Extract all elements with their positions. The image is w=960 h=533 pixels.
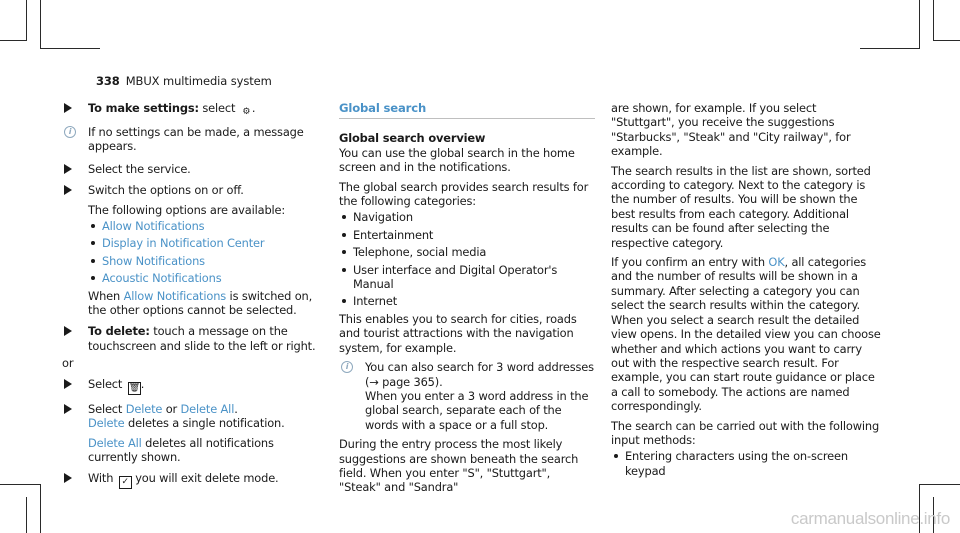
crop-mark: [0, 40, 26, 41]
step-text: Select: [88, 376, 123, 391]
list-item: Acoustic Notifications: [88, 271, 324, 285]
paragraph: The global search provides search results for the following categories:: [339, 179, 589, 209]
step-text: touch a message on the touchscreen and slide to the left or right.: [88, 324, 316, 353]
link-text: Delete All: [88, 435, 142, 450]
trash-icon: 🗑: [128, 382, 141, 393]
list-item: User interface and Digital Operator's Manual: [339, 263, 595, 292]
step-exit-delete: [62, 471, 324, 489]
list-item: Entertainment: [339, 228, 595, 242]
page-header: [96, 74, 272, 88]
column-1: [62, 101, 324, 496]
crop-mark: [860, 48, 920, 49]
text: .: [234, 401, 238, 416]
step-arrow-icon: [64, 103, 72, 113]
text: or: [162, 401, 181, 416]
link-text: Delete: [125, 401, 163, 416]
text: deletes all notifications currently shown.: [88, 435, 274, 464]
gear-icon: ⚙: [242, 107, 251, 117]
or-text: or: [62, 356, 74, 371]
methods-list: [611, 449, 883, 478]
list-item: Telephone, social media: [339, 245, 595, 259]
text: If you confirm an entry with: [611, 255, 769, 270]
step-text: Select the service.: [88, 161, 191, 176]
link-text: Delete All: [180, 401, 235, 416]
info-icon: i: [64, 126, 76, 138]
text: is switched on, the other options cannot be selected.: [88, 288, 313, 318]
paragraph: are shown, for example. If you select "Stuttgart", you receive the suggestions "Starbucks", "Steak" and "City railway", for example.: [611, 101, 851, 159]
step-select-delete: [62, 402, 324, 465]
step-text: select: [198, 101, 236, 115]
list-item: Show Notifications: [88, 254, 324, 268]
delete-all-desc: [88, 436, 324, 465]
paragraph: The search results in the list are shown, sorted according to category. Next to the category is the number of results. You will be shown the best results from each category. Additional results can be found after selecting the respective category.: [611, 163, 871, 250]
watermark: carmanualsonline.info: [790, 509, 950, 528]
crop-mark: [0, 484, 40, 485]
step-text: Switch the options on or off.: [88, 183, 244, 198]
list-item: Internet: [339, 294, 595, 308]
page-header-title: MBUX multimedia system: [125, 74, 272, 88]
crop-mark: [26, 0, 27, 41]
note-text: If no settings can be made, a message appears.: [88, 125, 304, 154]
text: , all categories and the number of results will be shown in a summary. After selecting a category you can select the search results within the category. When you select a search result the detailed view opens. In the detailed view you can choose whether and which actions you want to carry out with the respective search result. For example, you can start route guidance or place a call to somebody. The actions are named correspondingly.: [611, 255, 881, 414]
step-text: .: [140, 376, 145, 391]
info-icon: i: [341, 361, 353, 373]
paragraph: This enables you to search for cities, roads and tourist attractions with the navigation system, for example.: [339, 311, 577, 355]
crop-mark: [40, 484, 41, 533]
text: Select: [88, 401, 126, 416]
step-label: To make settings:: [88, 101, 199, 115]
options-intro: The following options are available:: [88, 202, 286, 217]
note-text: You can also search for 3 word addresses (→ page 365).: [365, 360, 594, 389]
crop-mark: [933, 40, 960, 41]
options-list: [88, 219, 324, 286]
link-text: Allow Notifications: [123, 288, 227, 303]
link-text: Delete: [88, 416, 125, 431]
step-text: .: [251, 101, 256, 115]
checkbox-icon: ✓: [119, 476, 132, 489]
step-arrow-icon: [64, 404, 72, 414]
list-item: Display in Notification Center: [88, 236, 324, 250]
list-item: Entering characters using the on-screen keypad: [611, 449, 883, 478]
categories-list: [339, 210, 595, 308]
step-select-service: [62, 162, 324, 176]
options-note: [88, 289, 324, 318]
paragraph: [611, 255, 883, 413]
crop-mark: [40, 48, 100, 49]
column-3: [611, 101, 883, 481]
list-item: Navigation: [339, 210, 595, 224]
paragraph: The search can be carried out with the following input methods:: [611, 418, 880, 447]
info-note: [339, 360, 595, 432]
crop-mark: [919, 0, 920, 48]
crop-mark: [40, 0, 41, 48]
step-arrow-icon: [64, 326, 72, 336]
step-text: [88, 402, 324, 416]
link-text: OK: [768, 255, 785, 270]
note-text: When you enter a 3 word address in the global search, separate each of the words with a space or a full stop.: [365, 388, 589, 432]
column-2: [339, 101, 595, 495]
step-text: you will exit delete mode.: [131, 471, 279, 486]
text: When: [88, 288, 124, 303]
page-number: 338: [96, 74, 120, 88]
text: deletes a single notification.: [124, 416, 285, 431]
step-arrow-icon: [64, 164, 72, 174]
paragraph: During the entry process the most likely suggestions are shown beneath the search field. When you enter "S", "Stuttgart", "Steak" and "Sandra": [339, 437, 579, 495]
crop-mark: [933, 0, 934, 41]
info-note: [62, 125, 324, 154]
crop-mark: [26, 497, 27, 533]
step-arrow-icon: [64, 379, 72, 389]
list-item: Allow Notifications: [88, 219, 324, 233]
subheading: Global search overview: [339, 131, 486, 146]
step-arrow-icon: [64, 185, 72, 195]
delete-desc: [88, 416, 324, 430]
step-text: With: [88, 471, 114, 486]
crop-mark: [919, 484, 960, 485]
step-label: To delete:: [88, 324, 150, 339]
paragraph: You can use the global search in the home screen and in the notifications.: [339, 145, 575, 175]
step-arrow-icon: [64, 473, 72, 483]
step-switch-options: [62, 183, 324, 317]
step-select-trash: [62, 377, 324, 395]
step-make-settings: [62, 101, 324, 118]
step-delete: [62, 324, 324, 353]
section-title: Global search: [339, 101, 595, 119]
